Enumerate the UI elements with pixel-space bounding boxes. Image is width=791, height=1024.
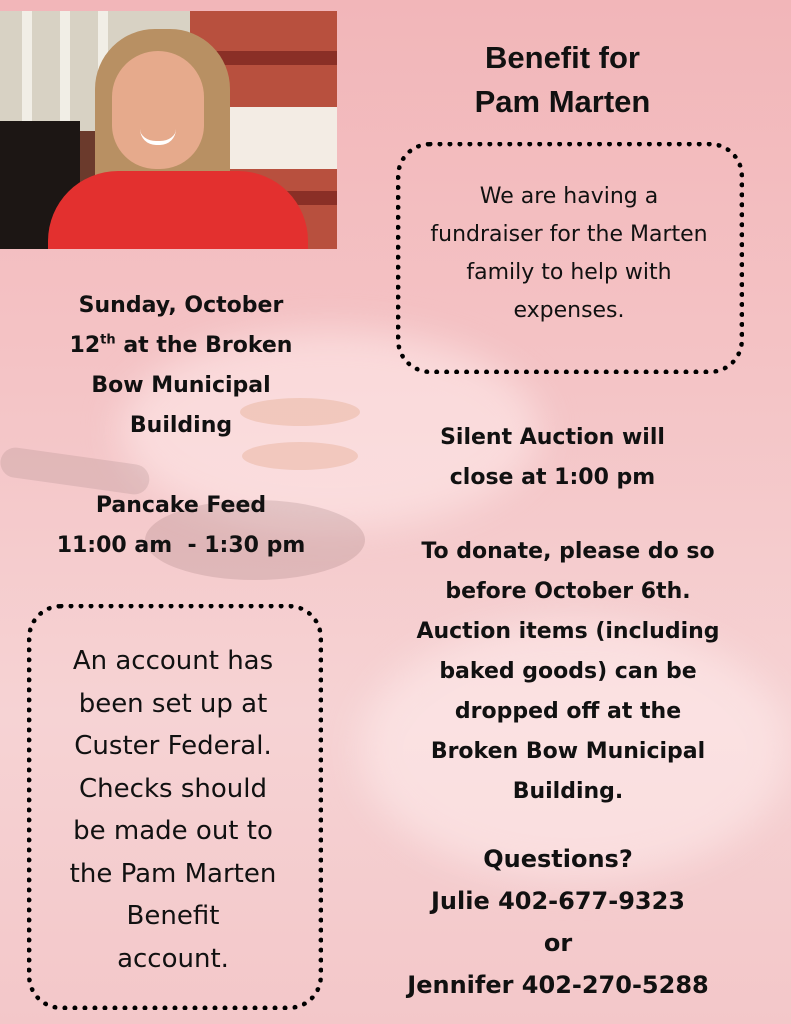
fence-post	[22, 11, 32, 131]
contact-phone: Jennifer 402-270-5288	[407, 971, 709, 999]
account-line: Custer Federal.	[74, 731, 272, 761]
intro-line: family to help with	[466, 260, 672, 285]
account-line: the Pam Marten	[69, 858, 277, 889]
donation-info	[382, 532, 754, 812]
intro-line: expenses.	[513, 298, 625, 323]
event-day-suffix: th	[100, 332, 116, 348]
contact-info	[382, 838, 734, 1006]
event-details	[36, 286, 326, 446]
account-line: be made out to	[73, 816, 273, 846]
page-title	[420, 36, 705, 124]
account-line: account.	[117, 943, 229, 974]
silent-auction	[410, 418, 695, 498]
intro-line: We are having a	[479, 184, 659, 209]
face	[112, 51, 204, 169]
account-text	[36, 640, 310, 980]
contact-phone: Julie 402-677-9323	[430, 887, 685, 915]
donate-line: Broken Bow Municipal	[430, 739, 706, 764]
account-line: Checks should	[79, 773, 267, 804]
donate-line: Building.	[512, 779, 624, 804]
portrait-photo	[0, 11, 337, 249]
red-shirt	[48, 171, 308, 249]
event-line: Bow Municipal	[91, 373, 271, 398]
pancake-time: 11:00 am - 1:30 pm	[56, 533, 306, 558]
account-line: An account has	[72, 646, 274, 676]
donate-line: To donate, please do so	[421, 539, 715, 564]
donate-line: Auction items (including	[416, 619, 720, 644]
contact-heading: Questions?	[483, 845, 633, 873]
account-line: been set up at	[78, 688, 268, 719]
auction-line: close at 1:00 pm	[449, 465, 656, 490]
title-line: Benefit for	[485, 40, 640, 75]
event-day: 12	[69, 333, 101, 358]
event-line: Building	[129, 413, 233, 438]
donate-line: before October 6th.	[445, 579, 691, 604]
fence-post	[60, 11, 70, 131]
donate-line: dropped off at the	[454, 699, 682, 724]
intro-line: fundraiser for the Marten	[430, 222, 708, 247]
pancake-feed	[34, 486, 328, 566]
title-line: Pam Marten	[474, 84, 651, 119]
pancake-shape	[242, 442, 358, 470]
event-line: Sunday, October	[78, 293, 284, 318]
event-line	[36, 326, 326, 366]
event-line-rest: at the Broken	[115, 333, 293, 358]
contact-or: or	[543, 929, 573, 957]
auction-line: Silent Auction will	[440, 425, 665, 450]
intro-text	[400, 178, 738, 330]
account-line: Benefit	[126, 901, 220, 931]
pancake-line: Pancake Feed	[95, 493, 267, 518]
donate-line: baked goods) can be	[439, 659, 697, 684]
